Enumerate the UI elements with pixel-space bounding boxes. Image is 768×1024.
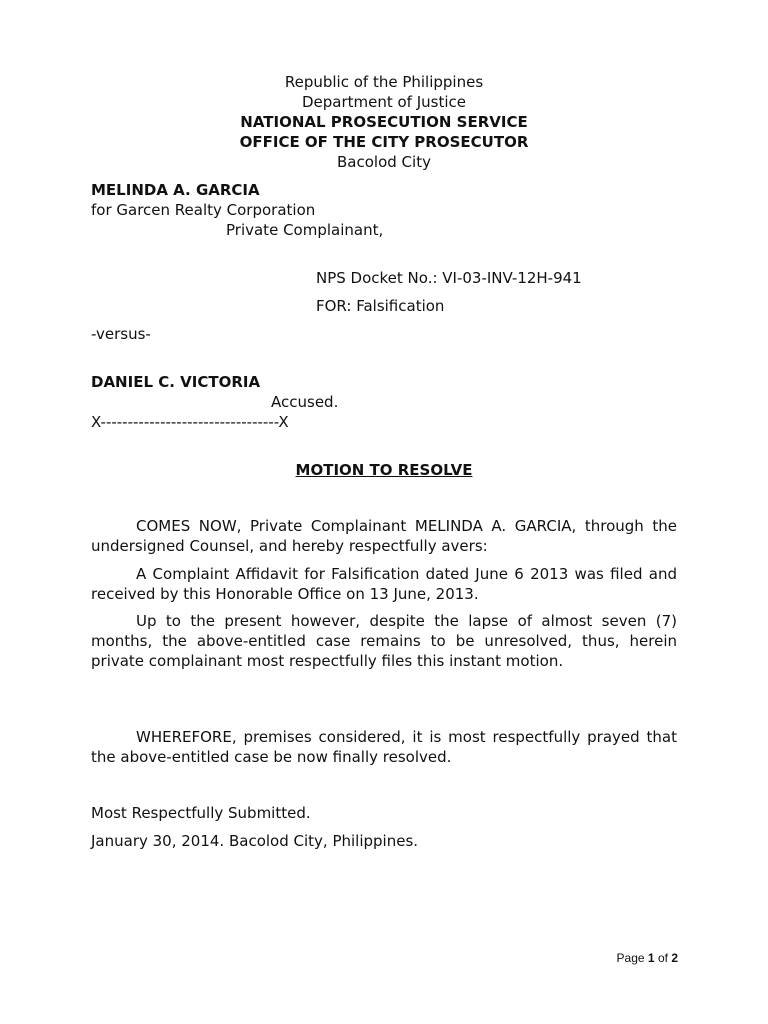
- complainant-name: MELINDA A. GARCIA: [91, 181, 260, 199]
- paragraph-text: COMES NOW, Private Complainant MELINDA A. GARCIA, through the undersigned Counsel, and hereby respectfully avers:: [91, 517, 677, 555]
- closing-submitted: Most Respectfully Submitted.: [91, 804, 311, 822]
- accused-role: Accused.: [271, 393, 339, 411]
- complainant-role: Private Complainant,: [226, 221, 384, 239]
- of-word: of: [657, 951, 668, 965]
- case-offense: FOR: Falsification: [316, 297, 445, 315]
- total-pages: 2: [671, 951, 678, 965]
- docket-number: NPS Docket No.: VI-03-INV-12H-941: [316, 269, 582, 287]
- paragraph-complaint-affidavit: [91, 564, 677, 604]
- page-number: [617, 950, 678, 966]
- page-word: Page: [616, 951, 645, 965]
- paragraph-unresolved: [91, 611, 677, 671]
- paragraph-comes-now: [91, 516, 677, 556]
- header-republic: Republic of the Philippines: [284, 73, 484, 91]
- paragraph-text: A Complaint Affidavit for Falsification dated June 6 2013 was filed and received by this Honorable Office on 13 June, 2013.: [91, 565, 677, 603]
- header-city: Bacolod City: [337, 153, 431, 171]
- closing-date-place: January 30, 2014. Bacolod City, Philippines.: [91, 832, 419, 850]
- header-department: Department of Justice: [301, 93, 467, 111]
- current-page: 1: [647, 951, 655, 965]
- paragraph-text: WHEREFORE, premises considered, it is most respectfully prayed that the above-entitled case be now finally resolved.: [91, 728, 677, 766]
- complainant-company: for Garcen Realty Corporation: [91, 201, 316, 219]
- header-nps: NATIONAL PROSECUTION SERVICE: [240, 113, 528, 131]
- document-title: MOTION TO RESOLVE: [295, 461, 473, 479]
- header-office: OFFICE OF THE CITY PROSECUTOR: [239, 133, 529, 151]
- paragraph-wherefore: [91, 727, 677, 767]
- versus-label: -versus-: [91, 325, 151, 343]
- paragraph-text: Up to the present however, despite the lapse of almost seven (7) months, the above-entitled case remains to be unresolved, thus, herein private complainant most respectfully files this instant motion.: [91, 612, 677, 670]
- caption-divider: X---------------------------------X: [91, 413, 289, 431]
- accused-name: DANIEL C. VICTORIA: [91, 373, 261, 391]
